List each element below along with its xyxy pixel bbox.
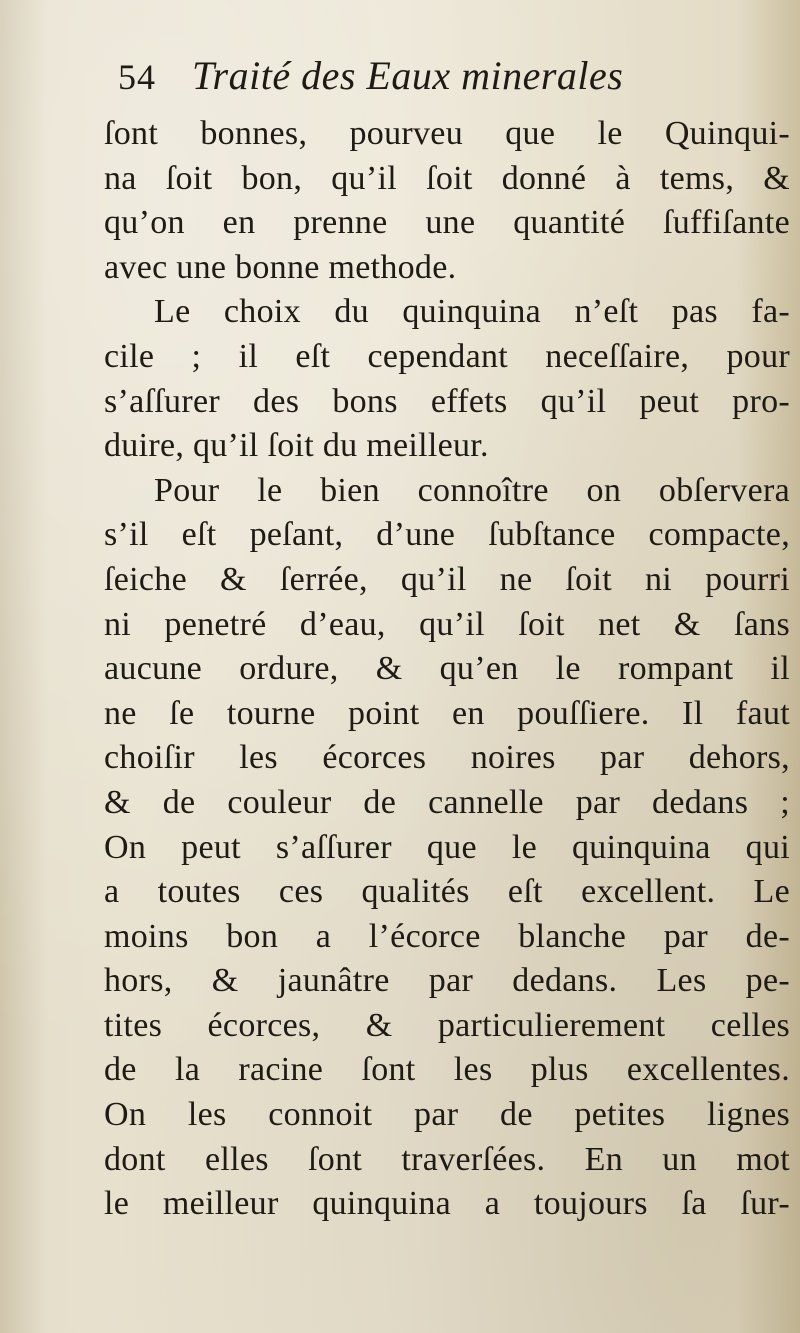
text-line: hors, & jaunâtre par dedans. Les pe-: [104, 962, 790, 1000]
text-line: tites écorces, & particulierement celles: [104, 1006, 790, 1044]
text-line: a toutes ces qualités eſt excellent. Le: [104, 873, 790, 911]
page-number: 54: [118, 57, 156, 97]
running-title: Traité des Eaux minerales: [192, 53, 624, 98]
paragraph-start-line: Le choix du quinquina n’eſt pas fa-: [154, 293, 790, 331]
paragraph-start-line: Pour le bien connoître on obſervera: [154, 471, 790, 509]
text-line: ſeiche & ſerrée, qu’il ne ſoit ni pourri: [104, 560, 790, 598]
text-line: le meilleur quinquina a toujours ſa ſur-: [104, 1185, 790, 1223]
text-line: aucune ordure, & qu’en le rompant il: [104, 650, 790, 688]
text-line: ni penetré d’eau, qu’il ſoit net & ſans: [104, 605, 790, 643]
text-line: On peut s’aſſurer que le quinquina qui: [104, 828, 790, 866]
text-line: dont elles ſont traverſées. En un mot: [104, 1140, 790, 1178]
text-line: s’aſſurer des bons effets qu’il peut pro-: [104, 382, 790, 420]
text-line: moins bon a l’écorce blanche par de-: [104, 917, 790, 955]
text-line: s’il eſt peſant, d’une ſubſtance compacte,: [104, 516, 790, 554]
text-line: On les connoit par de petites lignes: [104, 1096, 790, 1134]
text-line: & de couleur de cannelle par dedans ;: [104, 783, 790, 821]
text-line: ne ſe tourne point en pouſſiere. Il faut: [104, 694, 790, 732]
text-line: choiſir les écorces noires par dehors,: [104, 739, 790, 777]
body-text: [104, 112, 790, 1227]
text-line: duire, qu’il ſoit du meilleur.: [104, 427, 489, 465]
text-line: de la racine ſont les plus excellentes.: [104, 1051, 790, 1089]
text-line: cile ; il eſt cependant neceſſaire, pour: [104, 337, 790, 375]
text-line: avec une bonne methode.: [104, 248, 457, 286]
text-line: qu’on en prenne une quantité ſuffiſante: [104, 204, 790, 242]
running-head: [118, 52, 758, 112]
text-line: na ſoit bon, qu’il ſoit donné à tems, &: [104, 159, 790, 197]
text-line: ſont bonnes, pourveu que le Quinqui-: [104, 115, 790, 152]
